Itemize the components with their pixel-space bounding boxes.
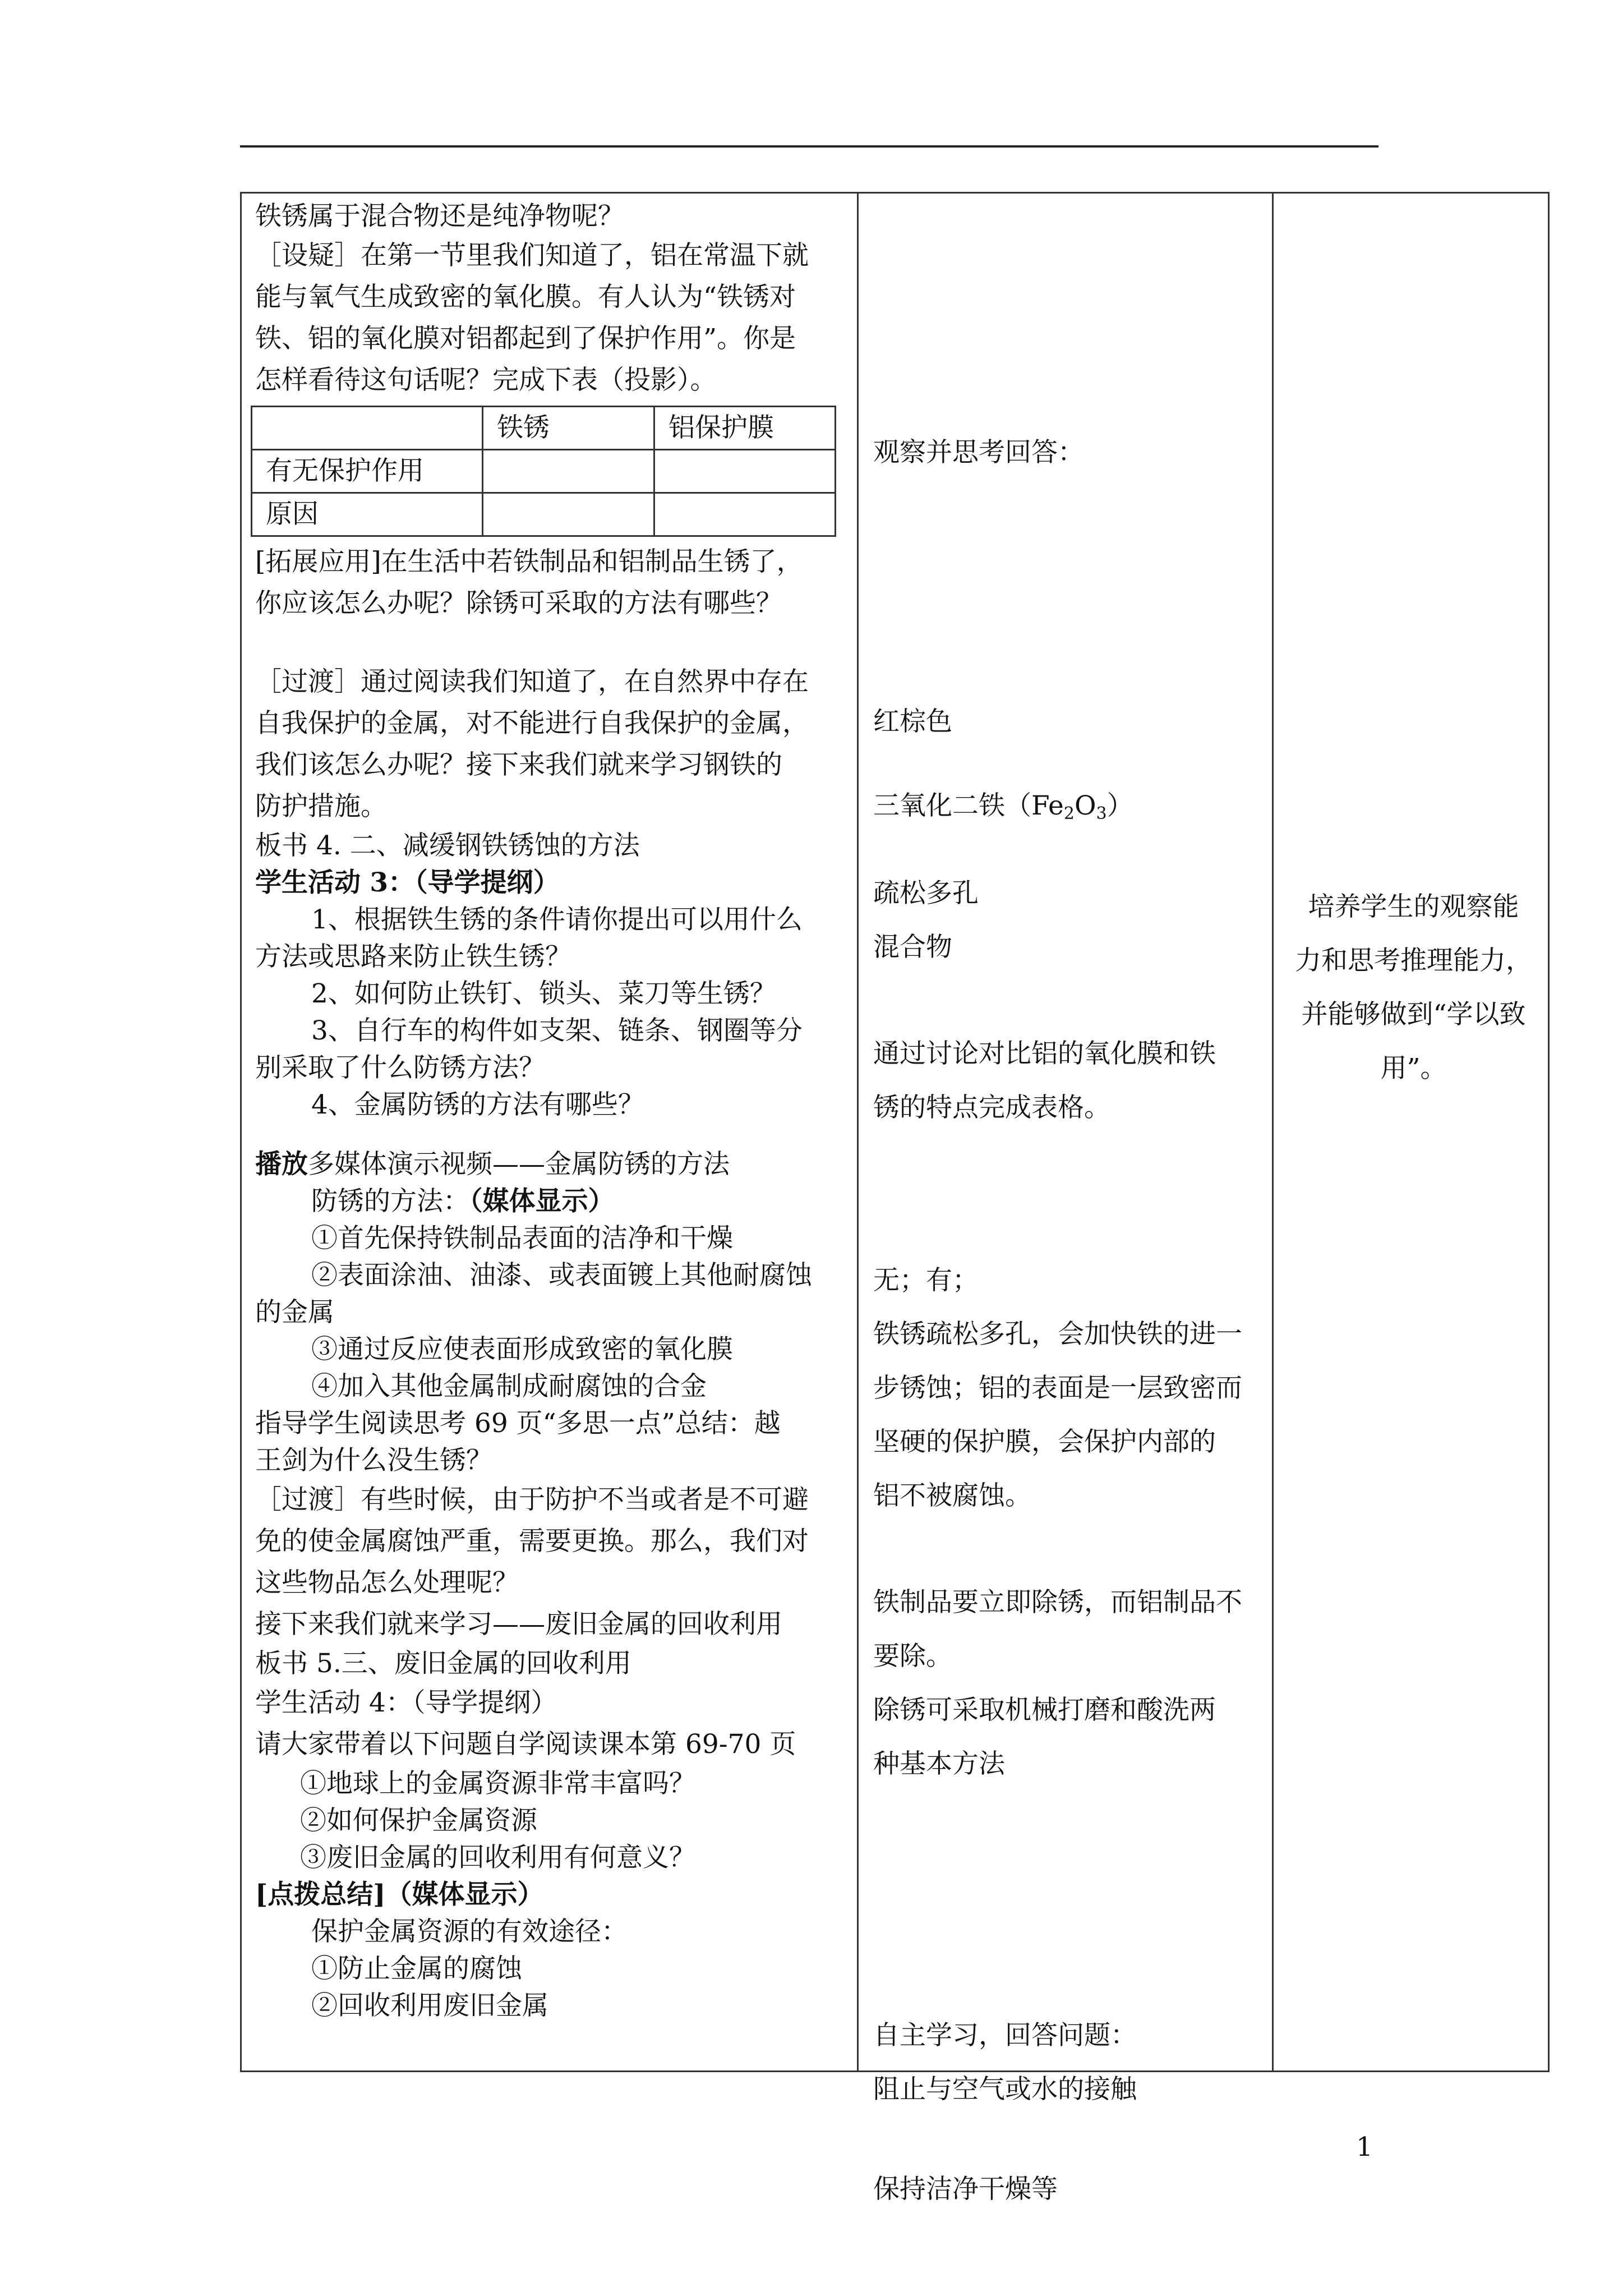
guide-question-3-line-2: 别采取了什么防锈方法？ — [255, 1052, 545, 1083]
protection-way-2: ②回收利用废旧金属 — [311, 1990, 548, 2021]
question-rust-mixture: 铁锈属于混合物还是纯净物呢？ — [255, 201, 624, 232]
discuss-line-2: 锈的特点完成表格。 — [873, 1092, 1110, 1123]
reason-line-1: 铁锈疏松多孔，会加快铁的进一 — [873, 1319, 1242, 1350]
transition-line-2: 自我保护的金属，对不能进行自我保护的金属， — [255, 708, 809, 739]
rust-methods-line-1: 除锈可采取机械打磨和酸洗两 — [873, 1695, 1216, 1726]
spacer — [255, 624, 851, 661]
setup-line-1: ［设疑］在第一节里我们知道了，铝在常温下就 — [255, 240, 809, 271]
extension-line-1: [拓展应用]在生活中若铁制品和铝制品生锈了， — [255, 546, 803, 577]
guide-reading-line-2: 王剑为什么没生锈？ — [255, 1445, 492, 1476]
guide-question-1-line-1: 1、根据铁生锈的条件请你提出可以用什么 — [311, 904, 803, 935]
design-intent-cell — [1273, 193, 1549, 2072]
discuss-line-1: 通过讨论对比铝的氧化膜和铁 — [873, 1038, 1216, 1069]
rust-removal-line-2: 要除。 — [873, 1641, 952, 1672]
goal-line-1: 培养学生的观察能 — [1308, 891, 1519, 922]
observe-answer: 观察并思考回答： — [873, 437, 1084, 468]
transition2-line-1: ［过渡］有些时候，由于防护不当或者是不可避 — [255, 1484, 809, 1515]
oxide-subscript-3: 3 — [1096, 804, 1107, 823]
comparison-table — [251, 406, 836, 537]
board-note-5: 板书 5.三、废旧金属的回收利用 — [255, 1648, 631, 1679]
design-intent-text — [1290, 880, 1537, 1096]
student-activity-cell — [858, 193, 1273, 2205]
summary-heading: [点拨总结]（媒体显示） — [255, 1879, 544, 1910]
guide-question-1-line-2: 方法或思路来防止铁生锈？ — [255, 941, 571, 972]
comparison-header-empty — [252, 407, 483, 450]
answer-color: 红棕色 — [873, 706, 952, 737]
reading-instruction: 请大家带着以下问题自学阅读课本第 69-70 页 — [255, 1729, 796, 1760]
protection-ways-title: 保护金属资源的有效途径： — [311, 1916, 628, 1947]
next-topic-line: 接下来我们就来学习——废旧金属的回收利用 — [255, 1609, 782, 1640]
play-video-text: 多媒体演示视频——金属防锈的方法 — [308, 1149, 730, 1180]
method-3: ③通过反应使表面形成致密的氧化膜 — [311, 1334, 733, 1365]
comparison-row — [252, 450, 836, 493]
goal-line-4: 用”。 — [1380, 1053, 1447, 1084]
answer-porous: 疏松多孔 — [873, 878, 979, 909]
transition-line-4: 防护措施。 — [255, 791, 387, 822]
comparison-cell — [483, 450, 654, 493]
method-2-line-1: ②表面涂油、油漆、或表面镀上其他耐腐蚀 — [311, 1260, 812, 1291]
play-video-line — [255, 1146, 851, 1183]
transition-line-3: 我们该怎么办呢？接下来我们就来学习钢铁的 — [255, 749, 782, 780]
comparison-row-label: 有无保护作用 — [252, 450, 483, 493]
comparison-row-label: 原因 — [252, 493, 483, 536]
oxide-prefix: 三氧化二铁（Fe — [873, 790, 1064, 821]
method-4: ④加入其他金属制成耐腐蚀的合金 — [311, 1371, 707, 1402]
reading-question-2: ②如何保护金属资源 — [300, 1805, 537, 1836]
reading-question-1: ①地球上的金属资源非常丰富吗？ — [300, 1768, 695, 1799]
teacher-activity-cell — [241, 193, 858, 2072]
goal-line-3: 并能够做到“学以致 — [1301, 999, 1526, 1030]
reason-line-2: 步锈蚀；铝的表面是一层致密而 — [873, 1373, 1242, 1404]
protection-way-1: ①防止金属的腐蚀 — [311, 1953, 522, 1984]
comparison-header-aluminum-film: 铝保护膜 — [654, 407, 836, 450]
answer-oxide — [873, 779, 1266, 841]
setup-line-3: 铁、铝的氧化膜对铝都起到了保护作用”。你是 — [255, 323, 796, 354]
reason-line-3: 坚硬的保护膜，会保护内部的 — [873, 1427, 1216, 1457]
methods-title — [255, 1183, 851, 1220]
spacer — [255, 1124, 851, 1146]
method-1: ①首先保持铁制品表面的洁净和干燥 — [311, 1223, 733, 1254]
comparison-cell — [654, 450, 836, 493]
transition2-line-3: 这些物品怎么处理呢？ — [255, 1567, 519, 1598]
extension-line-2: 你应该怎么办呢？除锈可采取的方法有哪些？ — [255, 588, 782, 619]
block-contact-answer: 阻止与空气或水的接触 — [873, 2074, 1137, 2105]
guide-question-4: 4、金属防锈的方法有哪些？ — [311, 1089, 644, 1120]
transition-line-1: ［过渡］通过阅读我们知道了，在自然界中存在 — [255, 666, 809, 697]
comparison-header-iron-rust: 铁锈 — [483, 407, 654, 450]
answer-protection: 无；有； — [873, 1265, 979, 1296]
comparison-cell — [483, 493, 654, 536]
oxide-subscript-2: 2 — [1063, 804, 1075, 823]
self-study-answer: 自主学习，回答问题： — [873, 2020, 1137, 2051]
comparison-row — [252, 493, 836, 536]
keep-dry-answer: 保持洁净干燥等 — [873, 2174, 1058, 2205]
methods-media-note: （媒体显示） — [469, 1186, 615, 1217]
rust-methods-line-2: 种基本方法 — [873, 1749, 1005, 1779]
student-activity-4: 学生活动 4：（导学提纲） — [255, 1687, 557, 1718]
comparison-header-row — [252, 407, 836, 450]
reading-question-3: ③废旧金属的回收利用有何意义？ — [300, 1842, 695, 1873]
setup-line-4: 怎样看待这句话呢？完成下表（投影）。 — [255, 365, 717, 395]
method-2-line-2: 的金属 — [255, 1297, 334, 1328]
reason-line-4: 铝不被腐蚀。 — [873, 1480, 1031, 1511]
lesson-plan-table — [240, 192, 1550, 2205]
board-note-4: 板书 4. 二、减缓钢铁锈蚀的方法 — [255, 830, 640, 861]
oxide-suffix: ） — [1106, 790, 1133, 821]
rust-removal-line-1: 铁制品要立即除锈，而铝制品不 — [873, 1587, 1242, 1618]
guide-question-3-line-1: 3、自行车的构件如支架、链条、钢圈等分 — [311, 1015, 803, 1046]
guide-reading-line-1: 指导学生阅读思考 69 页“多思一点”总结：越 — [255, 1408, 781, 1439]
guide-question-2: 2、如何防止铁钉、锁头、菜刀等生锈？ — [311, 978, 776, 1009]
page-number: 1 — [1356, 2132, 1373, 2162]
answer-mixture: 混合物 — [873, 932, 952, 963]
play-label: 播放 — [255, 1149, 308, 1180]
transition2-line-2: 免的使金属腐蚀严重，需要更换。那么，我们对 — [255, 1526, 809, 1557]
oxide-mid: O — [1074, 790, 1096, 821]
header-rule — [240, 145, 1378, 148]
goal-line-2: 力和思考推理能力， — [1295, 945, 1532, 976]
student-activity-3: 学生活动 3：（导学提纲） — [255, 867, 560, 898]
comparison-cell — [654, 493, 836, 536]
methods-title-text: 防锈的方法： — [311, 1186, 469, 1217]
setup-line-2: 能与氧气生成致密的氧化膜。有人认为“铁锈对 — [255, 282, 796, 312]
